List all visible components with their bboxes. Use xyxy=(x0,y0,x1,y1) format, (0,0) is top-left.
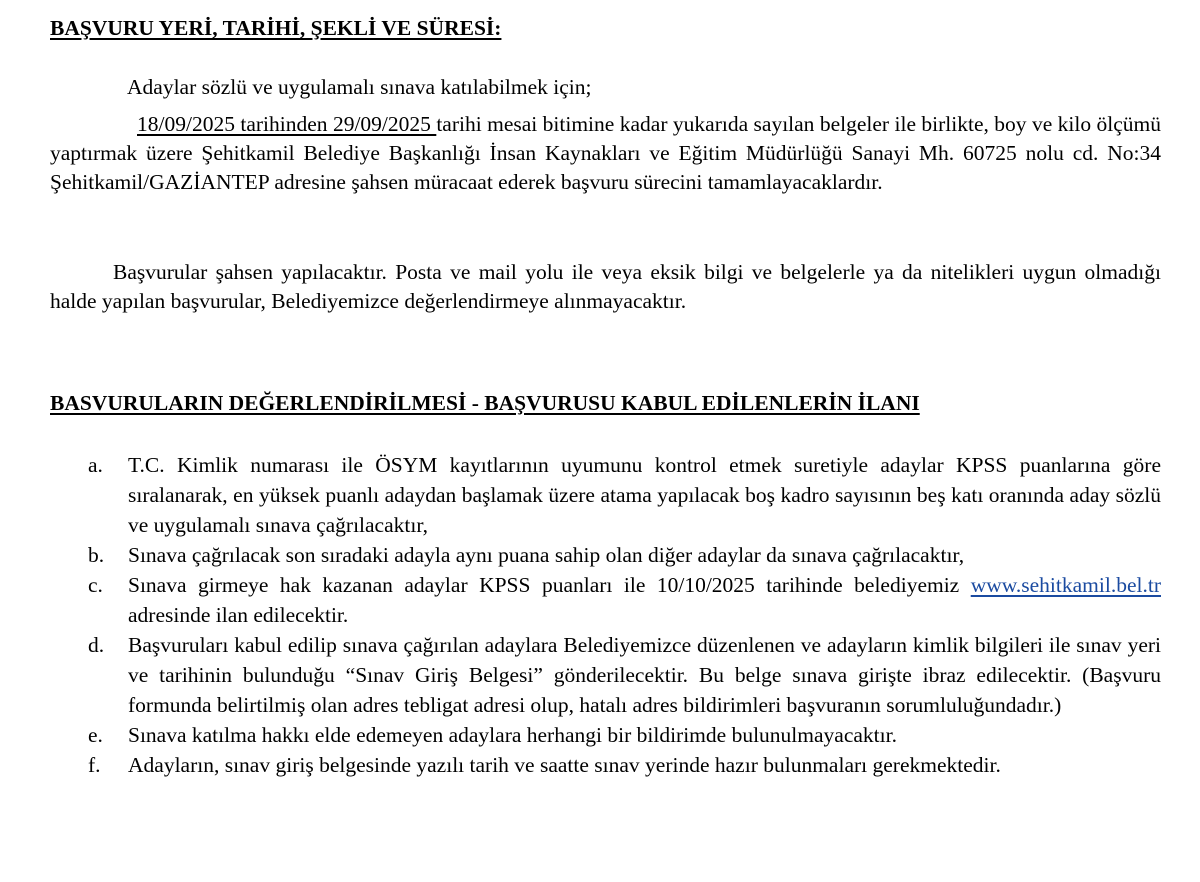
list-marker: c. xyxy=(88,573,103,597)
website-link[interactable]: www.sehitkamil.bel.tr xyxy=(970,573,1161,597)
list-item-text: Adayların, sınav giriş belgesinde yazılı tarih ve saatte sınav yerinde hazır bulunmaları gerekmektedir. xyxy=(128,753,1001,777)
list-marker: d. xyxy=(88,633,105,657)
list-item-a xyxy=(88,450,1161,540)
list-item-text-before: Sınava girmeye hak kazanan adaylar KPSS puanları ile 10/10/2025 tarihinde belediyemiz xyxy=(128,573,971,597)
list-item-text-after: adresinde ilan edilecektir. xyxy=(128,603,349,627)
intro-paragraph: Adaylar sözlü ve uygulamalı sınava katılabilmek için; xyxy=(127,75,592,99)
list-item-text: Sınava çağrılacak son sıradaki adayla aynı puana sahip olan diğer adaylar da sınava çağrılacaktır, xyxy=(128,543,965,567)
application-dates-paragraph xyxy=(50,110,1161,197)
date-range: 18/09/2025 tarihinden 29/09/2025 xyxy=(137,112,437,136)
list-item-text: Sınava katılma hakkı elde edemeyen adaylara herhangi bir bildirimde bulunulmayacaktır. xyxy=(128,723,897,747)
list-item-d xyxy=(88,630,1161,720)
list-item-e xyxy=(88,720,1161,750)
list-item-b xyxy=(88,540,1161,570)
list-marker: e. xyxy=(88,723,103,747)
evaluation-list xyxy=(88,450,1161,780)
list-item-c xyxy=(88,570,1161,630)
list-item-text xyxy=(128,570,1161,630)
list-item-text: Başvuruları kabul edilip sınava çağırılan adaylara Belediyemizce düzenlenen ve adayların kimlik bilgileri ile sınav yeri ve tarihinin bulunduğu “Sınav Giriş Belgesi” gönderilecektir. Bu belge sınava girişte ibraz edilecektir. (Başvuru formunda belirtilmiş olan adres tebligat adresi olup, hatalı adres bildirimleri başvuranın sorumluluğundadır.) xyxy=(128,633,1161,717)
list-item-f xyxy=(88,750,1161,780)
notice-paragraph: Başvurular şahsen yapılacaktır. Posta ve mail yolu ile veya eksik bilgi ve belgelerle ya da nitelikleri uygun olmadığı halde yapılan başvurular, Belediyemizce değerlendirmeye alınmayacaktır. xyxy=(50,260,1161,313)
application-text: tarihi mesai bitimine kadar yukarıda sayılan belgeler ile birlikte, boy ve kilo ölçümü yaptırmak üzere Şehitkamil Belediye Başkanlığı İnsan Kaynakları ve Eğitim Müdürlüğü Sanayi Mh. 60725 nolu cd. No:34 Şehitkamil/GAZİANTEP adresine şahsen müracaat ederek başvuru sürecini tamamlayacaklardır. xyxy=(50,112,1162,194)
list-item-text: T.C. Kimlik numarası ile ÖSYM kayıtlarının uyumunu kontrol etmek suretiyle adaylar KPSS puanlarına göre sıralanarak, en yüksek puanlı adaydan başlamak üzere atama yapılacak boş kadro sayısının beş katı oranında aday sözlü ve uygulamalı sınava çağrılacaktır, xyxy=(128,453,1161,537)
list-marker: b. xyxy=(88,543,105,567)
section-heading-application: BAŞVURU YERİ, TARİHİ, ŞEKLİ VE SÜRESİ: xyxy=(50,16,502,40)
list-marker: a. xyxy=(88,453,103,477)
list-marker: f. xyxy=(88,753,101,777)
section-heading-evaluation: BASVURULARIN DEĞERLENDİRİLMESİ - BAŞVURUSU KABUL EDİLENLERİN İLANI xyxy=(50,391,920,415)
